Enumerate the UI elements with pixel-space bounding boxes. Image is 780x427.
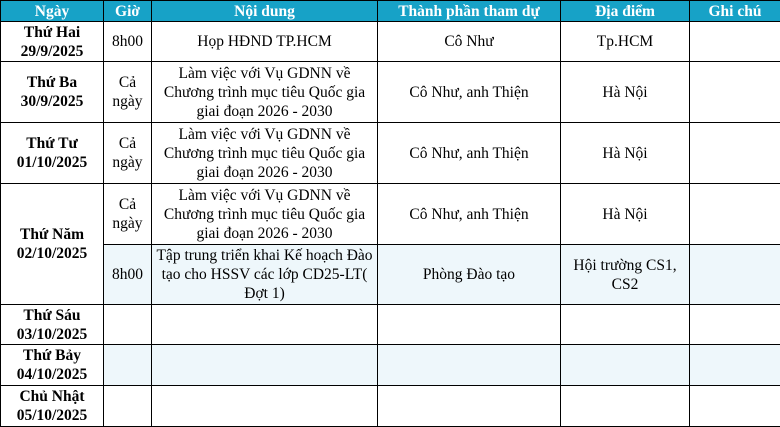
table-row: [1, 386, 780, 427]
day-name: Thứ Tư: [4, 134, 100, 153]
day-cell: [1, 345, 104, 386]
note-cell: [690, 22, 780, 62]
day-name: Thứ Bảy: [4, 346, 100, 365]
day-date: 05/10/2025: [4, 406, 100, 425]
time-cell: Cả ngày: [104, 123, 152, 184]
header-note: Ghi chú: [690, 1, 780, 22]
table-row: [1, 245, 780, 305]
day-date: 02/10/2025: [4, 244, 100, 263]
content-cell: Làm việc với Vụ GDNN về Chương trình mục tiêu Quốc gia giai đoạn 2026 - 2030: [152, 123, 378, 184]
content-cell: [152, 305, 378, 345]
time-cell: Cả ngày: [104, 184, 152, 245]
day-cell: [1, 22, 104, 62]
note-cell: [690, 245, 780, 305]
table-row: [1, 345, 780, 386]
attendees-cell: Phòng Đào tạo: [378, 245, 561, 305]
location-cell: [561, 386, 690, 427]
attendees-cell: Cô Như: [378, 22, 561, 62]
header-content: Nội dung: [152, 1, 378, 22]
content-cell: Làm việc với Vụ GDNN về Chương trình mục tiêu Quốc gia giai đoạn 2026 - 2030: [152, 184, 378, 245]
day-name: Chủ Nhật: [4, 387, 100, 406]
attendees-cell: [378, 386, 561, 427]
attendees-cell: Cô Như, anh Thiện: [378, 184, 561, 245]
note-cell: [690, 386, 780, 427]
location-cell: Hà Nội: [561, 62, 690, 123]
time-cell: [104, 345, 152, 386]
day-name: Thứ Hai: [4, 23, 100, 42]
day-date: 30/9/2025: [4, 92, 100, 111]
time-cell: 8h00: [104, 22, 152, 62]
content-cell: Họp HĐND TP.HCM: [152, 22, 378, 62]
content-cell: Làm việc với Vụ GDNN về Chương trình mục tiêu Quốc gia giai đoạn 2026 - 2030: [152, 62, 378, 123]
attendees-cell: Cô Như, anh Thiện: [378, 123, 561, 184]
content-cell: [152, 345, 378, 386]
note-cell: [690, 345, 780, 386]
location-cell: Hà Nội: [561, 184, 690, 245]
time-cell: [104, 305, 152, 345]
table-row: [1, 123, 780, 184]
day-cell: [1, 386, 104, 427]
day-date: 03/10/2025: [4, 325, 100, 344]
day-name: Thứ Năm: [4, 225, 100, 244]
header-location: Địa điểm: [561, 1, 690, 22]
day-cell: [1, 62, 104, 123]
header-day: Ngày: [1, 1, 104, 22]
table-row: [1, 184, 780, 245]
time-cell: 8h00: [104, 245, 152, 305]
day-name: Thứ Sáu: [4, 306, 100, 325]
table-row: [1, 22, 780, 62]
table-row: [1, 62, 780, 123]
location-cell: Hà Nội: [561, 123, 690, 184]
header-row: [1, 1, 780, 22]
note-cell: [690, 62, 780, 123]
attendees-cell: Cô Như, anh Thiện: [378, 62, 561, 123]
day-date: 01/10/2025: [4, 153, 100, 172]
note-cell: [690, 184, 780, 245]
header-time: Giờ: [104, 1, 152, 22]
time-cell: [104, 386, 152, 427]
content-cell: Tập trung triển khai Kế hoạch Đào tạo cho HSSV các lớp CD25-LT( Đợt 1): [152, 245, 378, 305]
day-cell: [1, 305, 104, 345]
table-row: [1, 305, 780, 345]
attendees-cell: [378, 345, 561, 386]
attendees-cell: [378, 305, 561, 345]
header-attendees: Thành phần tham dự: [378, 1, 561, 22]
location-cell: [561, 345, 690, 386]
location-cell: [561, 305, 690, 345]
location-cell: Tp.HCM: [561, 22, 690, 62]
day-date: 04/10/2025: [4, 365, 100, 384]
content-cell: [152, 386, 378, 427]
day-cell: [1, 184, 104, 305]
day-name: Thứ Ba: [4, 73, 100, 92]
time-cell: Cả ngày: [104, 62, 152, 123]
day-cell: [1, 123, 104, 184]
day-date: 29/9/2025: [4, 42, 100, 61]
location-cell: Hội trường CS1, CS2: [561, 245, 690, 305]
note-cell: [690, 123, 780, 184]
note-cell: [690, 305, 780, 345]
